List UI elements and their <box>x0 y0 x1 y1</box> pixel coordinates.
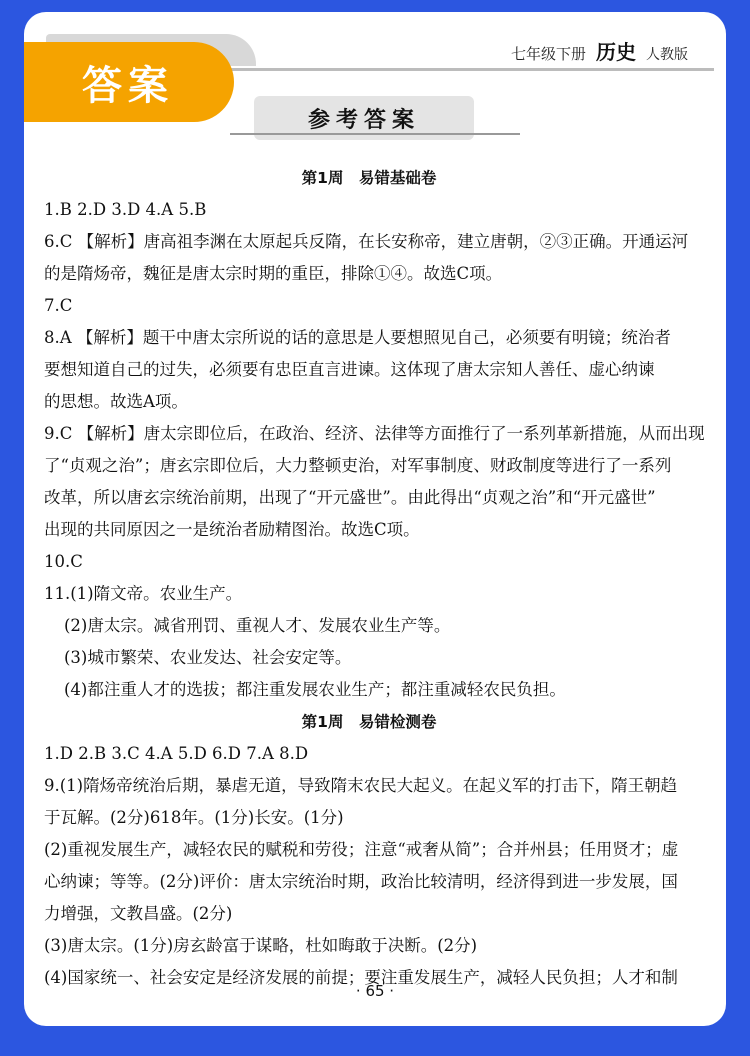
answer-line: 1.B 2.D 3.D 4.A 5.B <box>44 200 207 219</box>
answer-line: 9.(1)隋炀帝统治后期，暴虐无道，导致隋末农民大起义。在起义军的打击下，隋王朝趋 <box>44 776 678 795</box>
answer-line: 的思想。故选A项。 <box>44 392 188 411</box>
section-title: 第1周 易错基础卷 <box>301 169 437 187</box>
answer-line: 9.C 【解析】唐太宗即位后，在政治、经济、法律等方面推行了一系列革新措施，从而出现 <box>44 424 705 443</box>
answer-content <box>44 162 705 994</box>
answer-line: (4)都注重人才的选拔；都注重发展农业生产；都注重减轻农民负担。 <box>64 680 566 699</box>
answer-badge <box>24 42 234 122</box>
answer-line: (4)国家统一、社会安定是经济发展的前提；要注重发展生产，减轻人民负担；人才和制 <box>44 968 678 987</box>
section-title: 第1周 易错检测卷 <box>301 713 437 731</box>
page-number: · 65 · <box>355 982 395 1000</box>
answer-line: 改革，所以唐玄宗统治前期，出现了“开元盛世”。由此得出“贞观之治”和“开元盛世” <box>44 488 656 507</box>
header-info <box>511 36 688 65</box>
answer-line: (2)唐太宗。减省刑罚、重视人才、发展农业生产等。 <box>64 616 451 635</box>
answer-line: (3)城市繁荣、农业发达、社会安定等。 <box>64 648 352 667</box>
answer-line: (2)重视发展生产，减轻农民的赋税和劳役；注意“戒奢从简”；合并州县；任用贤才；虚 <box>44 840 679 859</box>
header-subject: 历史 <box>596 40 636 64</box>
answer-line: 的是隋炀帝，魏征是唐太宗时期的重臣，排除①④。故选C项。 <box>44 264 503 283</box>
answer-line: 力增强，文教昌盛。(2分) <box>44 904 233 923</box>
answer-line: 10.C <box>44 552 83 571</box>
answer-page <box>24 12 726 1026</box>
answer-badge-label: 答案 <box>82 62 174 109</box>
answer-line: 8.A 【解析】题干中唐太宗所说的话的意思是人要想照见自己，必须要有明镜；统治者 <box>44 328 671 347</box>
answer-line: 要想知道自己的过失，必须要有忠臣直言进谏。这体现了唐太宗知人善任、虚心纳谏 <box>44 360 655 379</box>
answer-line: 6.C 【解析】唐高祖李渊在太原起兵反隋，在长安称帝，建立唐朝，②③正确。开通运河 <box>44 232 689 251</box>
answer-line: 心纳谏；等等。(2分)评价：唐太宗统治时期，政治比较清明，经济得到进一步发展，国 <box>44 872 678 891</box>
answer-line: 7.C <box>44 296 73 315</box>
page-title: 参考答案 <box>307 107 420 133</box>
answer-line: 了“贞观之治”；唐玄宗即位后，大力整顿吏治，对军事制度、财政制度等进行了一系列 <box>44 456 672 475</box>
answer-line: 于瓦解。(2分)618年。(1分)长安。(1分) <box>44 808 344 827</box>
title-underline <box>230 133 520 135</box>
answer-line: 1.D 2.B 3.C 4.A 5.D 6.D 7.A 8.D <box>44 744 309 763</box>
header-edition: 人教版 <box>646 47 688 63</box>
header-grade: 七年级下册 <box>510 45 586 63</box>
answer-line: 11.(1)隋文帝。农业生产。 <box>44 584 243 603</box>
answer-line: (3)唐太宗。(1分)房玄龄富于谋略，杜如晦敢于决断。(2分) <box>44 936 478 955</box>
answer-line: 出现的共同原因之一是统治者励精图治。故选C项。 <box>44 520 420 539</box>
